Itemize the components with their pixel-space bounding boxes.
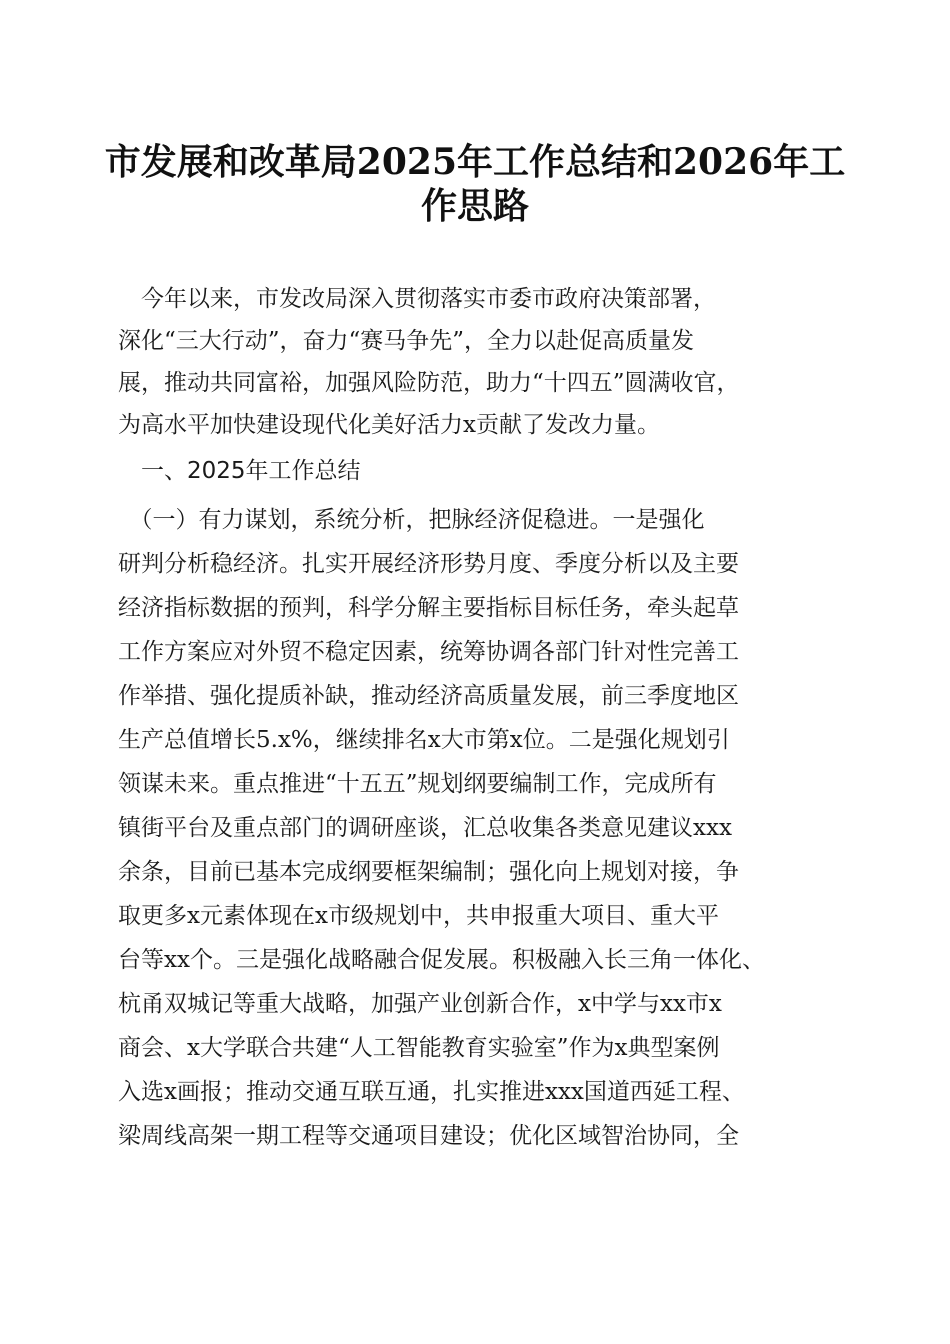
body-line: 工作方案应对外贸不稳定因素，统筹协调各部门针对性完善工 [118, 639, 739, 665]
title-line-1: 市发展和改革局2025年工作总结和2026年工 [104, 141, 846, 183]
body-line: 取更多x元素体现在x市级规划中，共申报重大项目、重大平 [118, 903, 719, 929]
body-line: 镇街平台及重点部门的调研座谈，汇总收集各类意见建议xxx [118, 815, 732, 841]
section-heading: 一、2025年工作总结 [118, 458, 361, 484]
body-line: （一）有力谋划，系统分析，把脉经济促稳进。一是强化 [118, 507, 705, 533]
body-line: 今年以来，市发改局深入贯彻落实市委市政府决策部署， [118, 286, 716, 312]
body-line: 经济指标数据的预判，科学分解主要指标目标任务，牵头起草 [118, 595, 739, 621]
body-line: 深化“三大行动”，奋力“赛马争先”，全力以赴促高质量发 [118, 328, 695, 354]
title-line-2: 作思路 [420, 185, 529, 227]
body-line: 领谋未来。重点推进“十五五”规划纲要编制工作，完成所有 [118, 771, 717, 797]
body-line: 余条，目前已基本完成纲要框架编制；强化向上规划对接，争 [118, 859, 739, 885]
body-line: 入选x画报；推动交通互联互通，扎实推进xxx国道西延工程、 [118, 1079, 745, 1105]
body-line: 展，推动共同富裕，加强风险防范，助力“十四五”圆满收官， [118, 370, 740, 396]
body-line: 商会、x大学联合共建“人工智能教育实验室”作为x典型案例 [118, 1035, 720, 1061]
body-line: 梁周线高架一期工程等交通项目建设；优化区域智治协同，全 [118, 1123, 739, 1149]
body-line: 生产总值增长5.x%，继续排名x大市第x位。二是强化规划引 [118, 727, 730, 753]
body-line: 杭甬双城记等重大战略，加强产业创新合作，x中学与xx市x [118, 991, 722, 1017]
body-line: 为高水平加快建设现代化美好活力x贡献了发改力量。 [118, 412, 660, 438]
body-line: 研判分析稳经济。扎实开展经济形势月度、季度分析以及主要 [118, 551, 739, 577]
body-line: 作举措、强化提质补缺，推动经济高质量发展，前三季度地区 [118, 683, 739, 709]
document-title [100, 140, 850, 228]
body-line: 台等xx个。三是强化战略融合促发展。积极融入长三角一体化、 [118, 947, 765, 973]
